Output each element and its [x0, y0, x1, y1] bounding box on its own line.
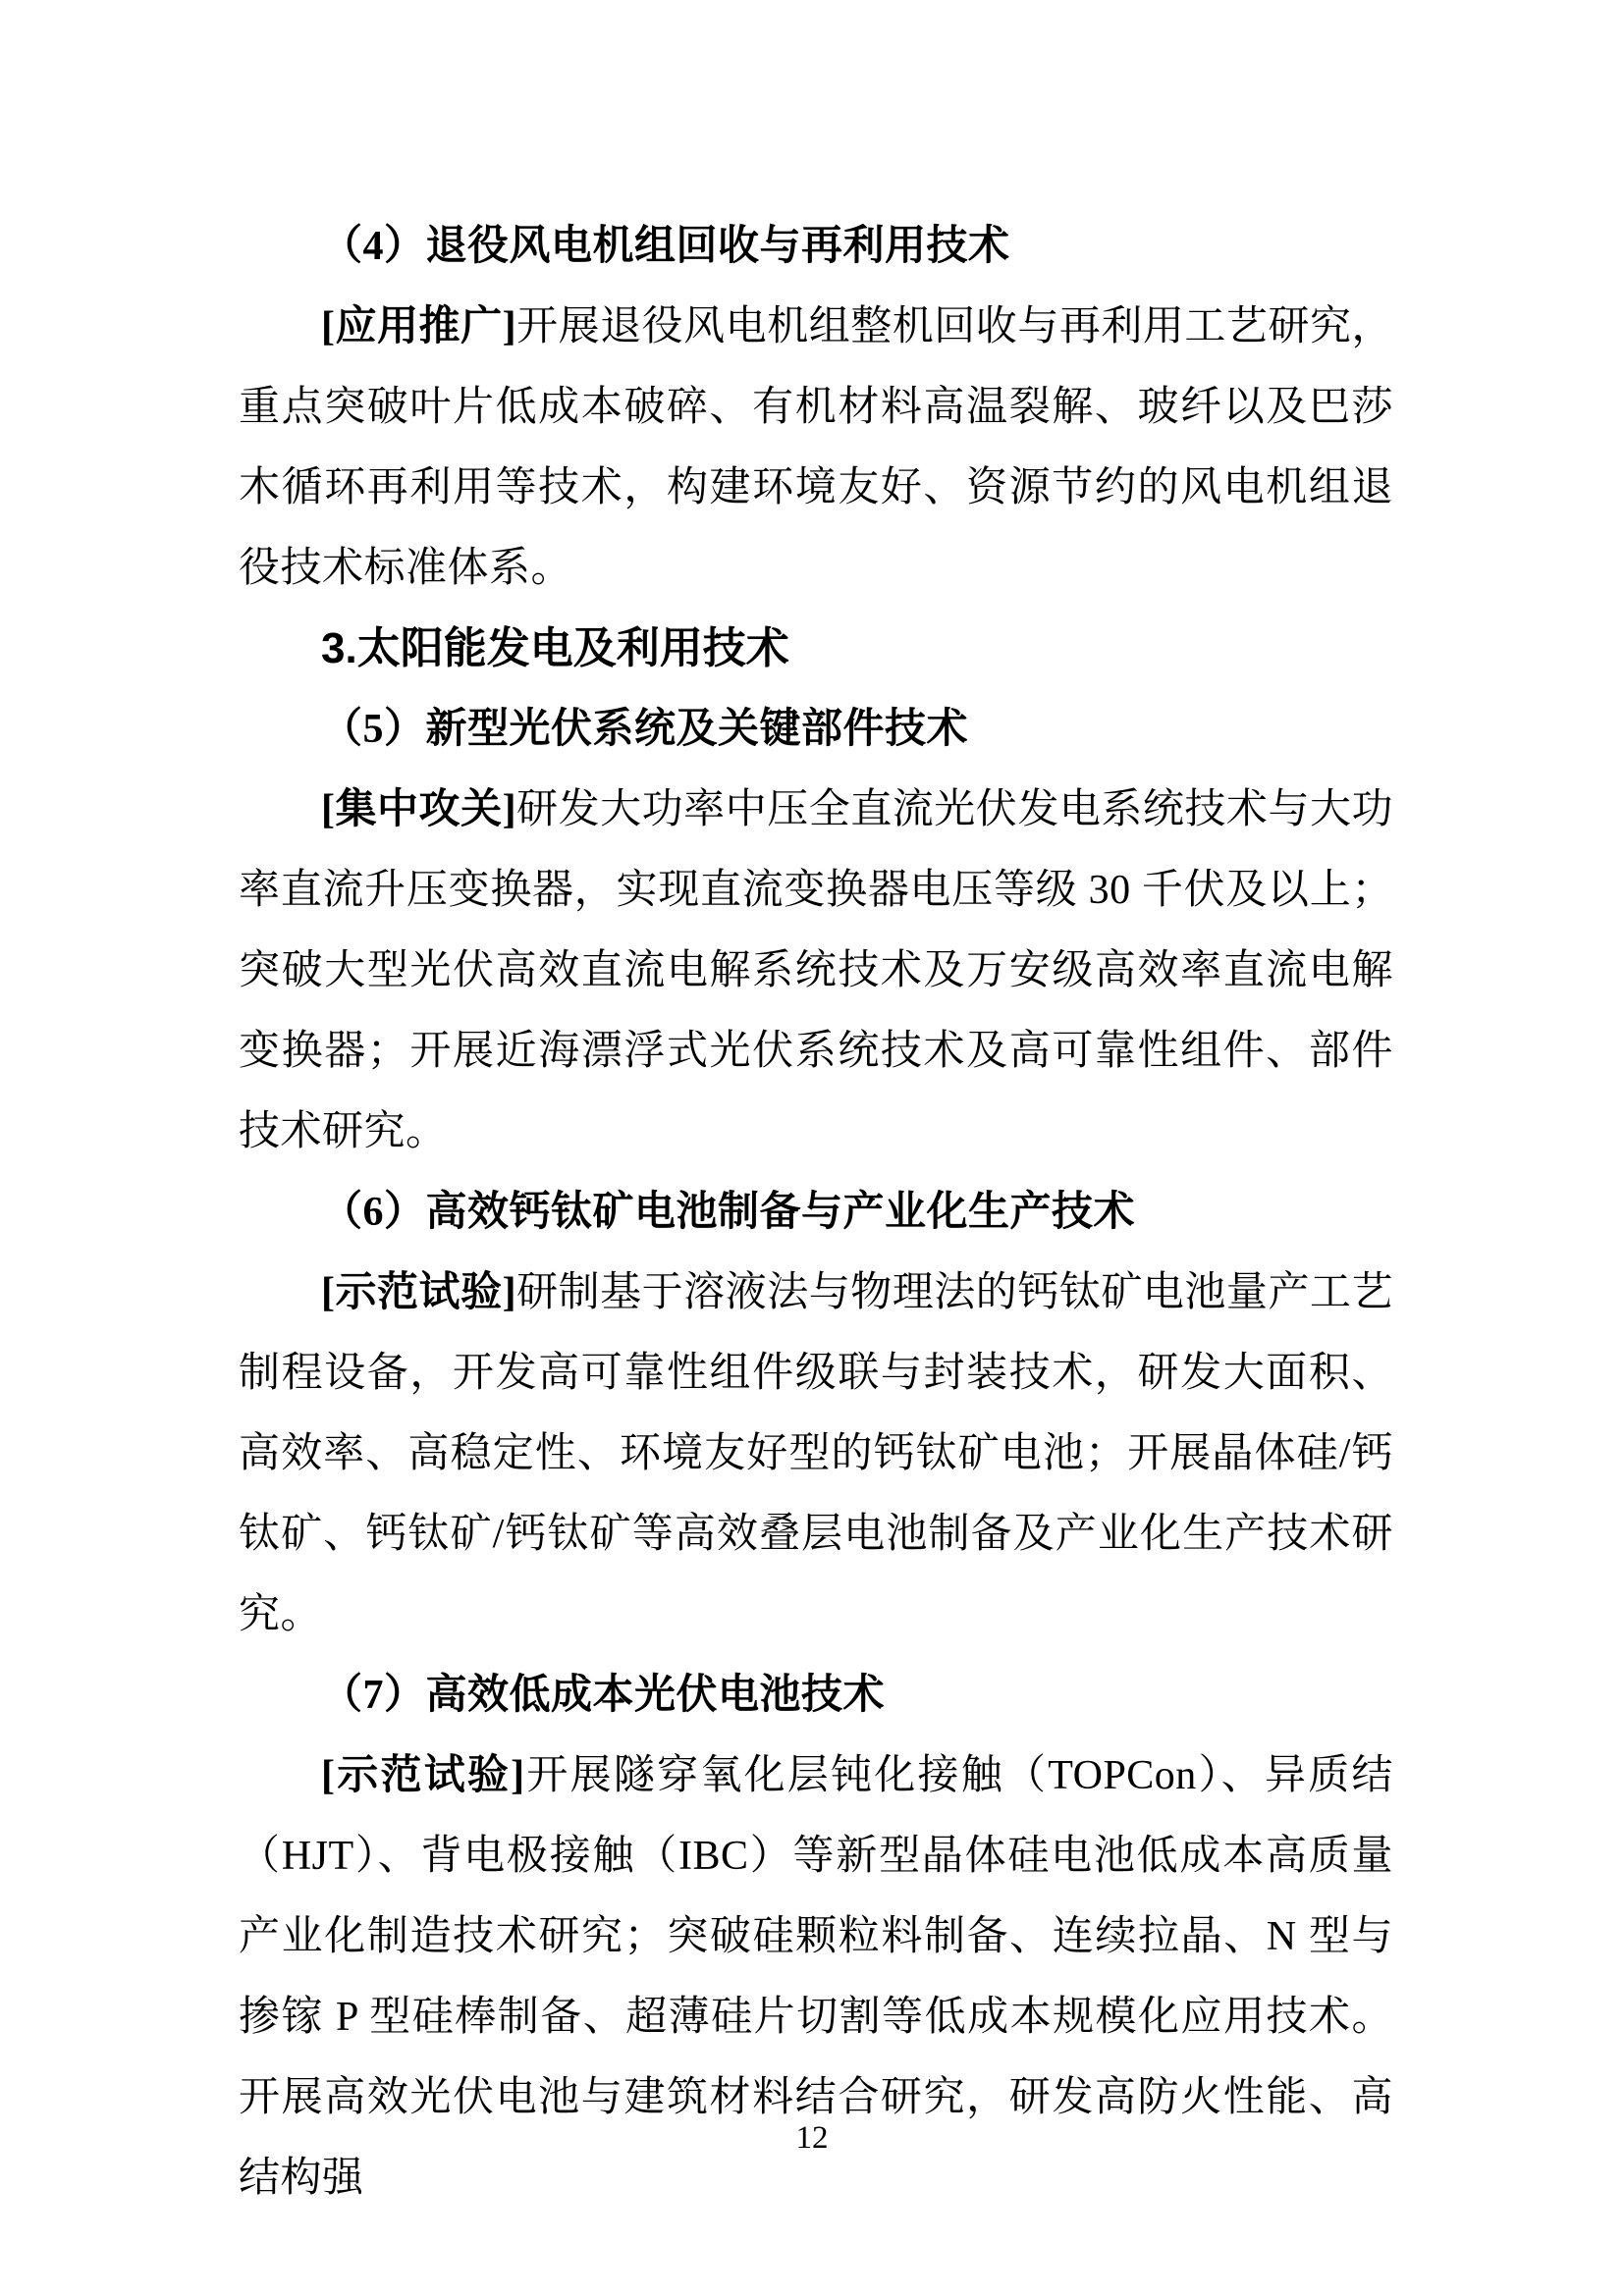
paragraph-concentrated-research	[239, 770, 1393, 1172]
paragraph-tag: [集中攻关]	[321, 787, 517, 832]
paragraph-tag: [示范试验]	[321, 1753, 525, 1798]
paragraph-text: 开展隧穿氧化层钝化接触（TOPCon）、异质结（HJT）、背电极接触（IBC）等新型晶体硅电池低成本高质量产业化制造技术研究；突破硅颗粒料制备、连续拉晶、N 型与掺镓 P 型硅棒制备、超薄硅片切割等低成本规模化应用技术。开展高效光伏电池与建筑材料结合研究，研发高防火性能、高结构强	[239, 1753, 1393, 2201]
document-body	[239, 206, 1393, 2218]
chapter-heading-solar: 3.太阳能发电及利用技术	[321, 624, 789, 672]
paragraph-tag: [示范试验]	[321, 1270, 517, 1315]
section-heading-7: （7）高效低成本光伏电池技术	[321, 1673, 886, 1718]
section-heading-4: （4）退役风电机组回收与再利用技术	[321, 224, 1010, 269]
page-number: 12	[795, 2120, 829, 2156]
paragraph-demonstration-test-1	[239, 1253, 1393, 1655]
paragraph-tag: [应用推广]	[321, 304, 517, 349]
paragraph-text: 研发大功率中压全直流光伏发电系统技术与大功率直流升压变换器，实现直流变换器电压等级 30 千伏及以上；突破大型光伏高效直流电解系统技术及万安级高效率直流电解变换器；开展近海漂浮式光伏系统技术及高可靠性组件、部件技术研究。	[239, 787, 1393, 1154]
paragraph-application-promotion	[239, 287, 1393, 609]
section-heading-5: （5）新型光伏系统及关键部件技术	[321, 707, 969, 752]
section-heading-6: （6）高效钙钛矿电池制备与产业化生产技术	[321, 1190, 1136, 1235]
paragraph-text: 开展退役风电机组整机回收与再利用工艺研究，重点突破叶片低成本破碎、有机材料高温裂解、玻纤以及巴莎木循环再利用等技术，构建环境友好、资源节约的风电机组退役技术标准体系。	[239, 304, 1393, 591]
paragraph-text: 研制基于溶液法与物理法的钙钛矿电池量产工艺制程设备，开发高可靠性组件级联与封装技术，研发大面积、高效率、高稳定性、环境友好型的钙钛矿电池；开展晶体硅/钙钛矿、钙钛矿/钙钛矿等高效叠层电池制备及产业化生产技术研究。	[239, 1270, 1393, 1637]
